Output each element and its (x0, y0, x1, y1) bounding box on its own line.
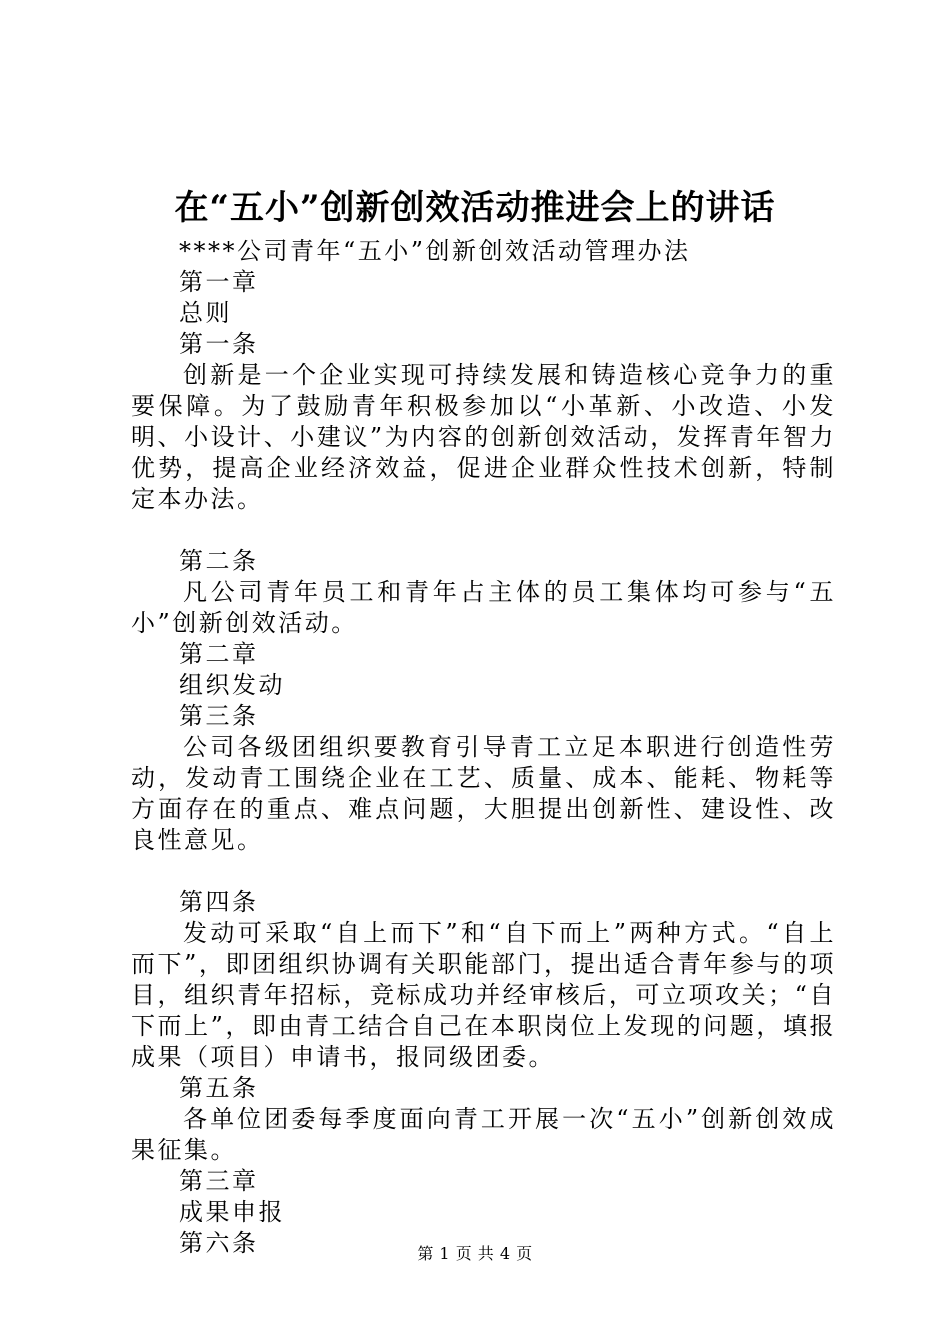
chapter-3-name: 成果申报 (179, 1198, 285, 1226)
paragraph-gap (131, 515, 836, 546)
chapter-3-heading: 第三章 (179, 1167, 259, 1195)
article-1-paragraph: 创新是一个企业实现可持续发展和铸造核心竞争力的重要保障。为了鼓励青年积极参加以“小革新、小改造、小发明、小设计、小建议”为内容的创新创效活动，发挥青年智力优势，提高企业经济效益，促进企业群众性技术创新，特制定本办法。 (131, 361, 836, 513)
document-body (131, 236, 836, 1259)
article-4-heading: 第四条 (179, 888, 259, 916)
article-4-paragraph: 发动可采取“自上而下”和“自下而上”两种方式。“自上而下”，即团组织协调有关职能部门，提出适合青年参与的项目，组织青年招标，竞标成功并经审核后，可立项攻关；“自下而上”，即由青工结合自己在本职岗位上发现的问题，填报成果（项目）申请书，报同级团委。 (131, 919, 836, 1071)
chapter-2-heading: 第二章 (179, 640, 259, 668)
document-title: 在“五小”创新创效活动推进会上的讲话 (174, 188, 776, 228)
article-3-paragraph: 公司各级团组织要教育引导青工立足本职进行创造性劳动，发动青工围绕企业在工艺、质量、成本、能耗、物耗等方面存在的重点、难点问题，大胆提出创新性、建设性、改良性意见。 (131, 733, 836, 854)
article-2-paragraph: 凡公司青年员工和青年占主体的员工集体均可参与“五小”创新创效活动。 (131, 578, 836, 637)
article-1-heading: 第一条 (179, 330, 259, 358)
article-6-heading: 第六条 (179, 1229, 259, 1257)
article-5-paragraph: 各单位团委每季度面向青工开展一次“五小”创新创效成果征集。 (131, 1105, 836, 1164)
article-3-heading: 第三条 (179, 702, 259, 730)
subtitle: ****公司青年“五小”创新创效活动管理办法 (179, 237, 691, 265)
chapter-2-name: 组织发动 (179, 671, 285, 699)
article-5-heading: 第五条 (179, 1074, 259, 1102)
article-2-heading: 第二条 (179, 547, 259, 575)
chapter-1-heading: 第一章 (179, 268, 259, 296)
paragraph-gap (131, 856, 836, 887)
chapter-1-name: 总则 (179, 299, 232, 327)
page-footer: 第 1 页 共 4 页 (417, 1244, 533, 1263)
